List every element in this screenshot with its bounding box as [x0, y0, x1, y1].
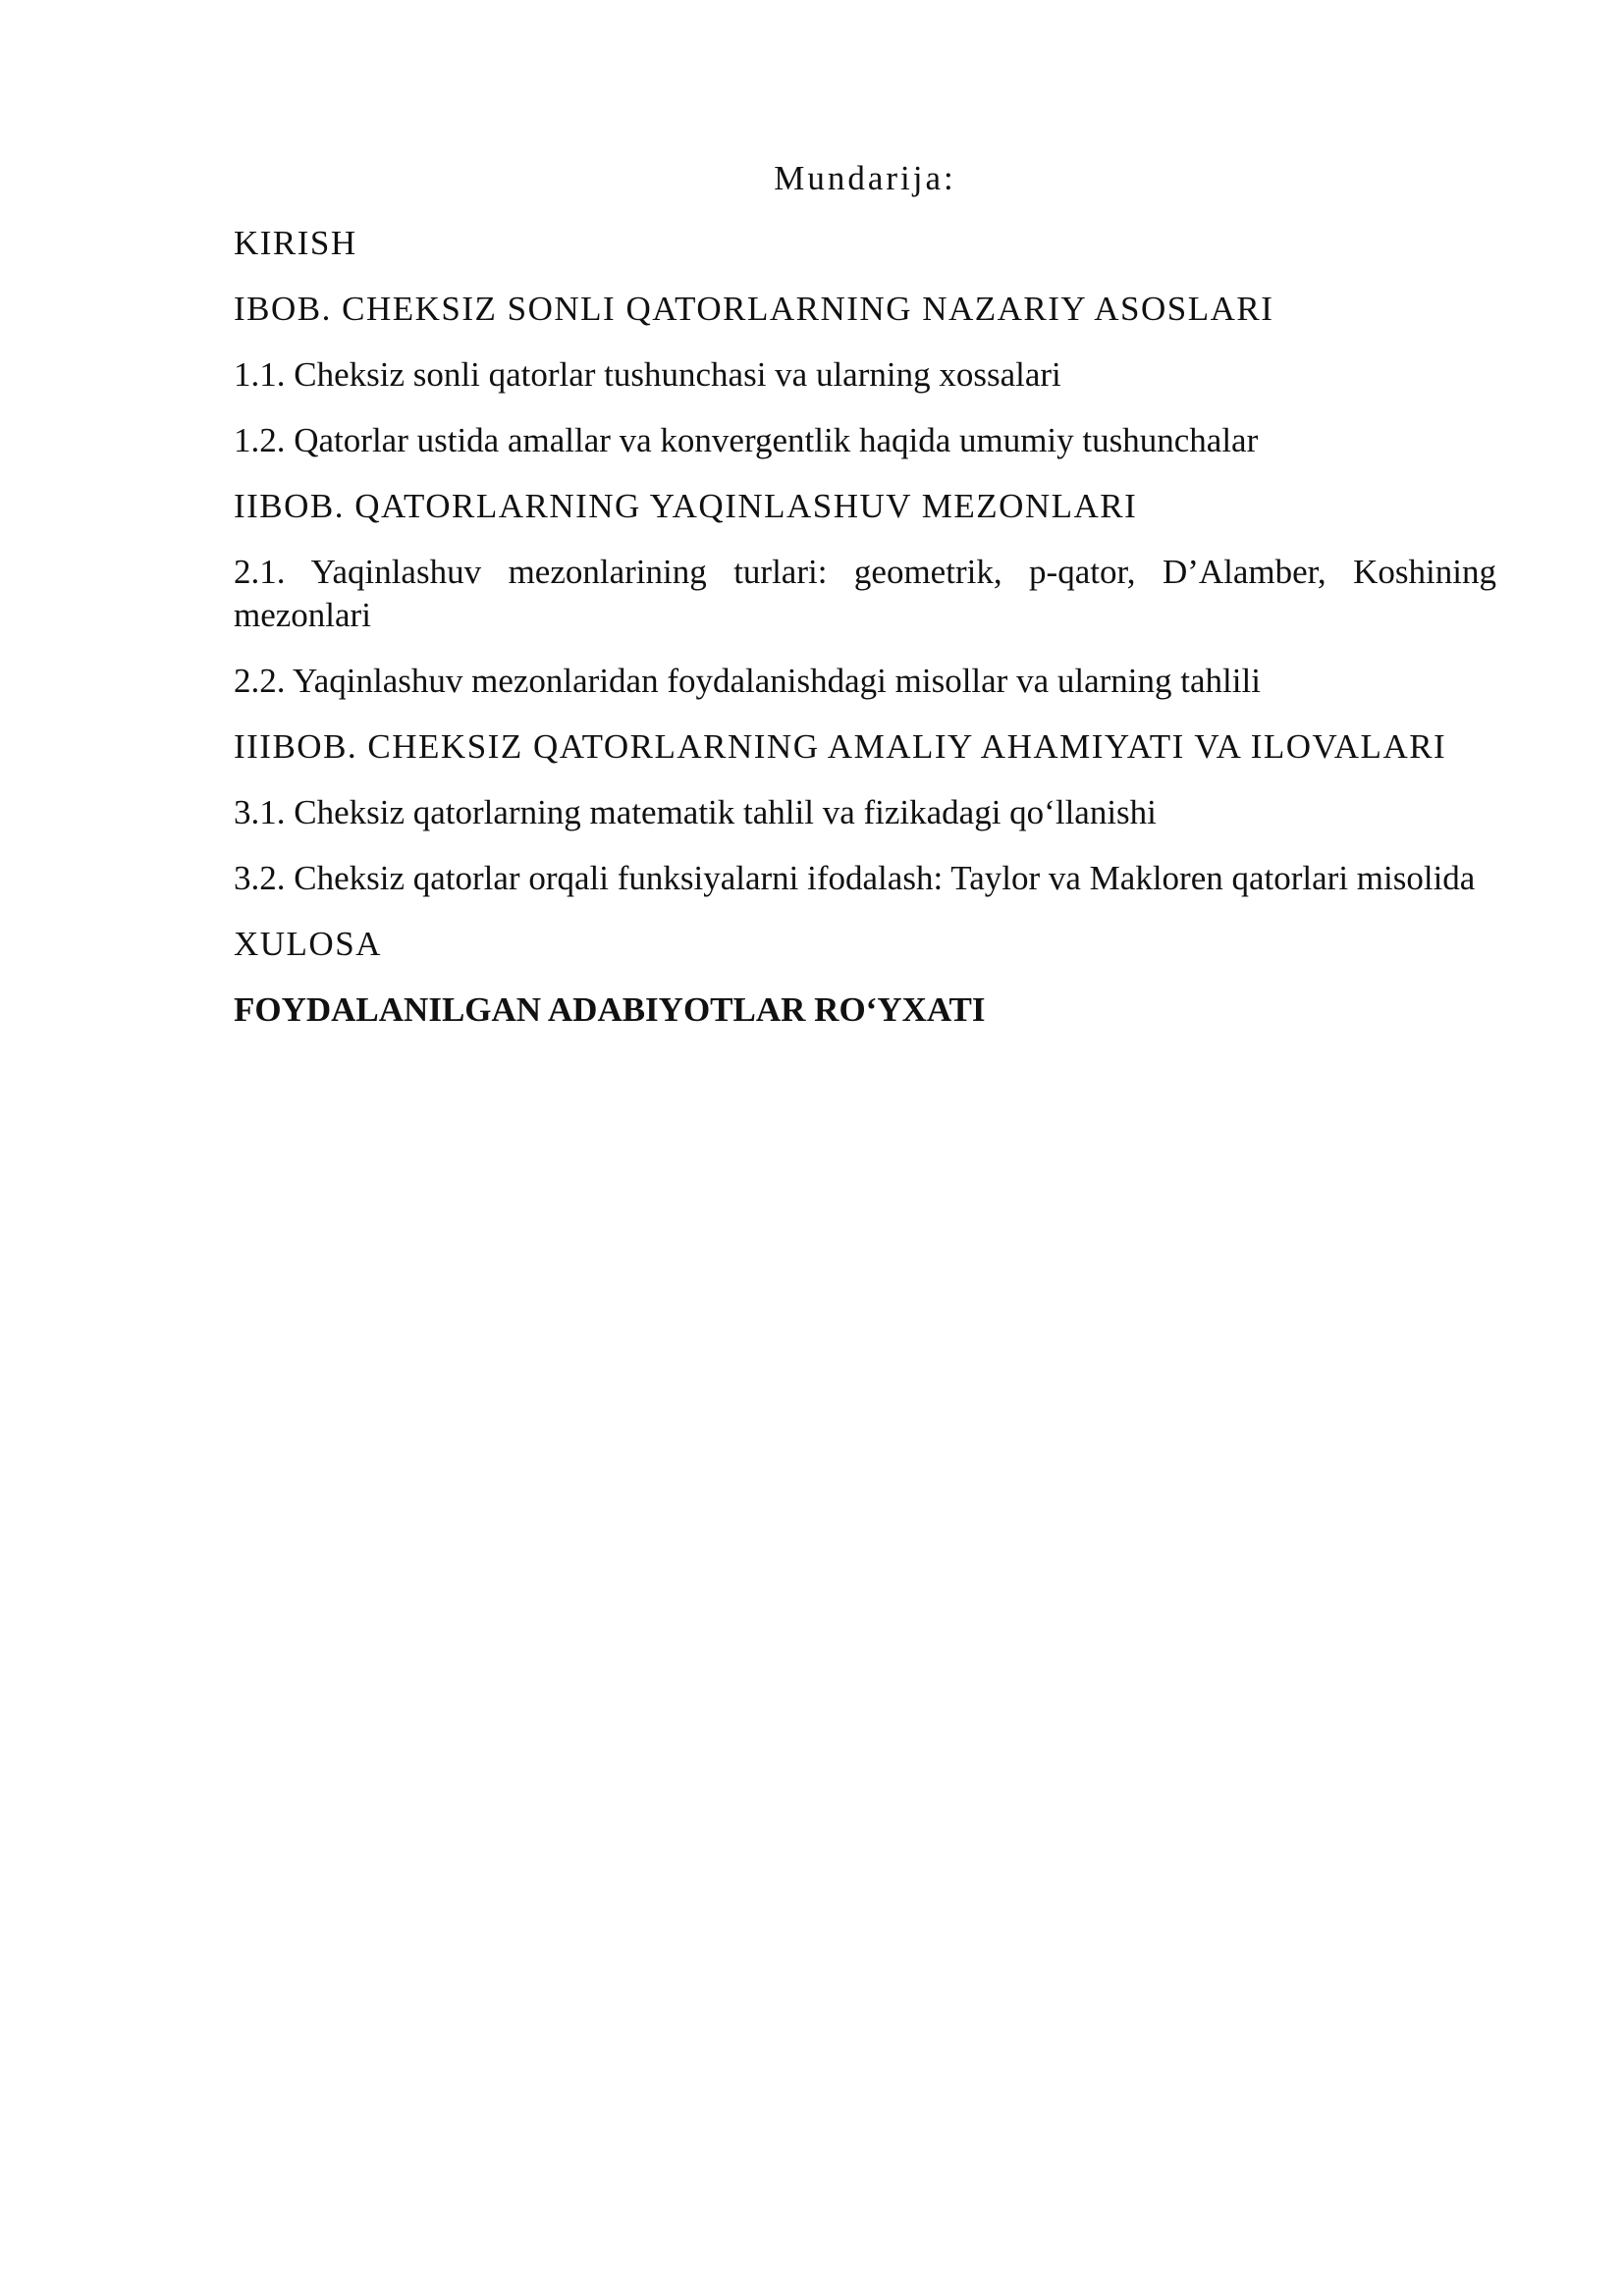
toc-entry-chapter-3: IIIBOB. CHEKSIZ QATORLARNING AMALIY AHAMIYATI VA ILOVALARI [234, 727, 1447, 766]
toc-entry-section-3-2: 3.2. Cheksiz qatorlar orqali funksiyalarni ifodalash: Taylor va Makloren qatorlari misolida [234, 859, 1476, 897]
table-of-contents [234, 157, 1496, 1054]
toc-entry-introduction: KIRISH [234, 224, 357, 262]
toc-entry-section-2-1: 2.1. Yaqinlashuv mezonlarining turlari: geometrik, p-qator, D’Alamber, Koshining mezonlari [234, 553, 1496, 634]
toc-entry-chapter-2: IIBOB. QATORLARNING YAQINLASHUV MEZONLARI [234, 487, 1138, 525]
toc-entry-section-1-2: 1.2. Qatorlar ustida amallar va konvergentlik haqida umumiy tushunchalar [234, 421, 1259, 459]
toc-entry-chapter-1: IBOB. CHEKSIZ SONLI QATORLARNING NAZARIY ASOSLARI [234, 290, 1274, 328]
toc-entry-section-2-2: 2.2. Yaqinlashuv mezonlaridan foydalanishdagi misollar va ularning tahlili [234, 662, 1261, 700]
toc-title: Mundarija: [774, 159, 956, 197]
toc-entry-conclusion: XULOSA [234, 925, 382, 963]
toc-entry-section-3-1: 3.1. Cheksiz qatorlarning matematik tahlil va fizikadagi qo‘llanishi [234, 793, 1157, 831]
toc-entry-references: FOYDALANILGAN ADABIYOTLAR RO‘YXATI [234, 990, 986, 1029]
toc-entry-section-1-1: 1.1. Cheksiz sonli qatorlar tushunchasi va ularning xossalari [234, 355, 1061, 394]
